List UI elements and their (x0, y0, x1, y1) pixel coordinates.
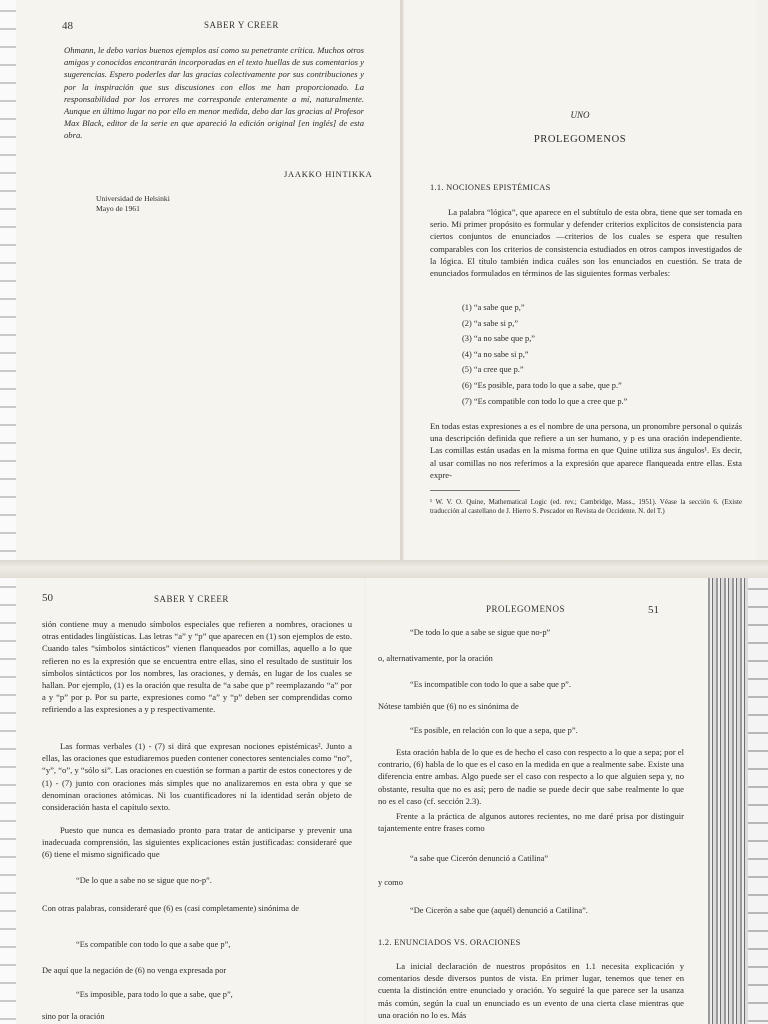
list-item: (7) “Es compatible con todo lo que a cree que p.” (462, 396, 628, 406)
text-line: De aquí que la negación de (6) no venga expresada por (42, 966, 227, 975)
epistemic-forms-list (462, 300, 742, 409)
binder-spiral-left (0, 0, 17, 1024)
page-51 (366, 578, 708, 1024)
intro-paragraph: La palabra “lógica”, que aparece en el subtítulo de esta obra, tiene que ser tomada en serio. Mi primer propósito es formular y defender criterios explícitos de consistencia para ciertos conjuntos de enunciados —criterios de los cuales se espera que resulten comparables con los criterios de consistencia estudiados en otros campos investigados de la lógica. El título también indica cuáles son los enunciados en cuestión. Se trata de enunciados formulados en términos de las siguientes formas verbales: (430, 207, 742, 279)
section-heading: 1.1. NOCIONES EPISTÉMICAS (430, 183, 551, 192)
chapter-number: UNO (570, 110, 590, 120)
quote: “Es compatible con todo lo que a sabe que p”, (76, 940, 231, 949)
list-item: (6) “Es posible, para todo lo que a sabe, que p.” (462, 380, 622, 390)
quote: “De todo lo que a sabe se sigue que no-p” (410, 628, 551, 637)
place-line: Universidad de Helsinki (96, 194, 170, 203)
syntactic-symbols-paragraph: sión contiene muy a menudo símbolos especiales que refieren a nombres, oraciones u otras entidades lingüísticas. Las letras “a” y “p” que aparecen en (1) son ejemplos de esto. Cuando tales “símbolos sintácticos” vienen flanqueados por comillas, aquello a lo que refieren no es la expresión que se encuentra entre ellas, sino el resultado de sustituir los símbolos sintácticos por los nombres, las oraciones, y demás, en lugar de los cuales se hallan. Por ejemplo, (1) es la oración que resulta de “a sabe que p” reemplazando “a” por a y “p” por p. Por su parte, expresiones como “a” y “p” deben ser comprendidas como refiriendo a las expresiones a y p respectivamente. (42, 619, 352, 715)
footnote: ¹ W. V. O. Quine, Mathematical Logic (ed. rev.; Cambridge, Mass., 1951). Véase la sección 6. (Existe traducción al castellano de J. Hierro S. Pescador en Revista de Occidente. N. del T.) (430, 498, 742, 515)
list-item: (2) “a sabe si p,” (462, 318, 519, 328)
chapter-title: PROLEGOMENOS (533, 134, 627, 145)
list-item: (3) “a no sabe que p,” (462, 334, 536, 344)
running-header: PROLEGOMENOS (486, 604, 566, 614)
statements-paragraph: La inicial declaración de nuestros propósitos en 1.1 necesita explicación y comentarios desde diversos puntos de vista. En primer lugar, tenemos que tener en cuenta la distinción entre enunciado y oración. Yo seguiré la que parece ser la usanza más común, según la cual un enunciado es un evento de una cierta clase mientras que una oración no lo es. Más (378, 961, 684, 1020)
running-header: SABER Y CREER (204, 20, 279, 30)
difference-paragraph: Esta oración habla de lo que es de hecho el caso con respecto a lo que a sepa; por el contrario, (6) habla de lo que es el caso en la medida en que a realmente sabe. Existe una diferencia entre ambas. Algo puede ser el caso con respecto a lo que alguien sepa y, no obstante, resulta que no es así; pero de nadie se puede decir que sabe realmente lo que no es el caso (cf. sección 2.3). (378, 747, 684, 806)
binder-edge-right (708, 578, 768, 1024)
page-49 (404, 0, 756, 560)
page-number: 51 (648, 604, 659, 616)
section-heading: 1.2. ENUNCIADOS VS. ORACIONES (378, 938, 521, 947)
explanations-paragraph: Puesto que nunca es demasiado pronto para tratar de anticiparse y prevenir una inadecuada comprensión, las siguientes explicaciones están justificadas: consideraré que (6) tiene el mismo significado que (42, 825, 352, 860)
verbal-forms-paragraph: Las formas verbales (1) - (7) si dirá que expresan nociones epistémicas². Junto a ellas, las oraciones que estudiaremos pueden contener conectores sentenciales como “no”, “y”, “o”, y “sólo si”. Las oraciones en cuestión se forman a partir de estos conectores y de (1) - (7) junto con oraciones más simples que no analizaremos en esta obra y que se denominan oraciones atómicas. Ni los cuantificadores ni la identidad serán objeto de consideración hasta el capítulo sexto. (42, 741, 352, 813)
text-line: o, alternativamente, por la oración (378, 654, 493, 663)
text-line: Con otras palabras, consideraré que (6) es (casi completamente) sinónima de (42, 904, 299, 913)
scan-seam (0, 560, 768, 578)
text-line: Nótese también que (6) no es sinónima de (378, 702, 519, 711)
page-number: 50 (42, 592, 53, 604)
binder-holes (748, 578, 768, 1024)
acknowledgements-paragraph: Ohmann, le debo varios buenos ejemplos así como su penetrante crítica. Muchos otros amigos y conocidos encontrarán incorporadas en el texto huellas de sus comentarios y sugerencias. Espero poderles dar las gracias colectivamente por sus contribuciones y por la inspiración que sus discusiones con ellos me han proporcionado. La responsabilidad por los errores me corresponde enteramente a mí, naturalmente. Aunque en último lugar no por ello en menor medida, debo dar las gracias al Profesor Max Black, editor de la serie en que apareció la edición original [en inglés] de esta obra. (64, 45, 364, 141)
page-48 (16, 0, 400, 560)
practice-paragraph: Frente a la práctica de algunos autores recientes, no me daré prisa por distinguir tajantemente entre frases como (378, 811, 684, 834)
text-line: y como (378, 878, 403, 887)
list-item: (4) “a no sabe si p,” (462, 349, 529, 359)
quote: “Es incompatible con todo lo que a sabe que p”. (410, 680, 571, 689)
running-header: SABER Y CREER (154, 594, 229, 604)
text-line: sino por la oración (42, 1012, 105, 1021)
list-item: (5) “a cree que p.” (462, 365, 524, 375)
author-signature: JAAKKO HINTIKKA (284, 170, 373, 179)
quote: “Es posible, en relación con lo que a sepa, que p”. (410, 726, 578, 735)
quote: “De Cicerón a sabe que (aquél) denunció a Catilina”. (410, 906, 588, 915)
quote: “De lo que a sabe no se sigue que no-p”. (76, 876, 212, 885)
page-number: 48 (62, 20, 73, 32)
date-line: Mayo de 1961 (96, 204, 140, 213)
page-50 (16, 578, 364, 1024)
footnote-rule (430, 490, 520, 491)
list-item: (1) “a sabe que p,” (462, 303, 525, 312)
quote: “Es imposible, para todo lo que a sabe, que p”, (76, 990, 233, 999)
quote: “a sabe que Cicerón denunció a Catilina” (410, 854, 549, 863)
expressions-paragraph: En todas estas expresiones a es el nombre de una persona, un pronombre personal o quizás una descripción definida que refiere a un ser humano, y p es una oración independiente. Las comillas están usadas en la misma forma en que Quine utiliza sus ángulos¹. Es decir, al usar comillas no nos referimos a la expresión que aparece flanqueada entre ellas. Esta expre- (430, 421, 742, 480)
